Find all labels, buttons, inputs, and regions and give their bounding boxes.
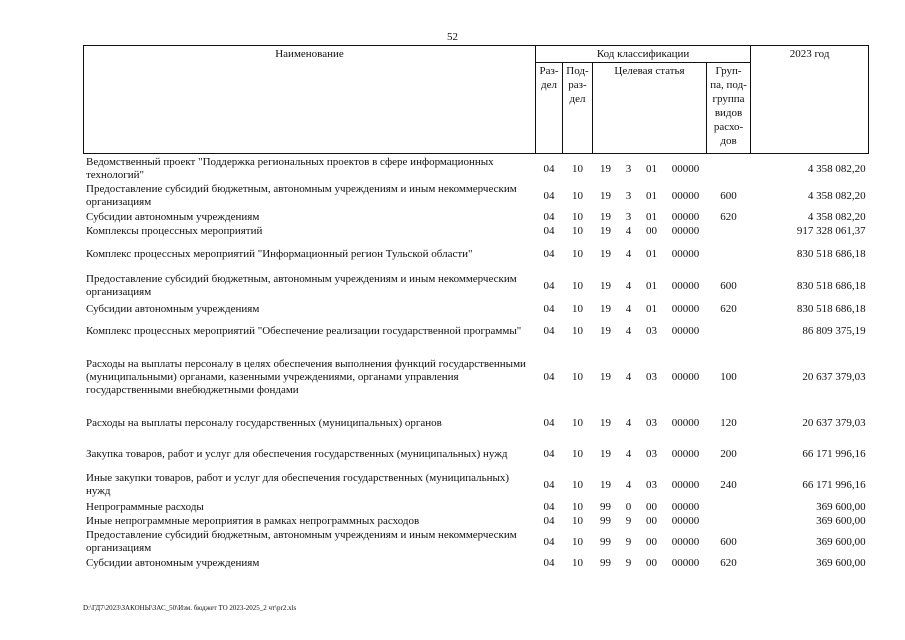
row-name: Комплекс процессных мероприятий "Обеспечение реализации государственной программы" [86,324,522,337]
row-amount: 369 600,00 [816,500,866,513]
file-path-footer: D:\ГД7\2023\ЗАКОНЫ\ЗАС_50\Изм. бюджет ТО 2023-2025_2 чт\pr2.xls [83,604,297,612]
row-target-direction: 00000 [671,247,700,260]
row-razdel: 04 [543,447,555,460]
row-target-subprogram: 4 [625,302,632,315]
row-amount: 830 518 686,18 [796,247,866,260]
table-row [84,316,869,346]
row-expense-group [707,500,751,514]
row-expense-group [707,514,751,528]
header-classification: Код классификации [536,46,751,63]
row-razdel: 04 [543,514,555,527]
row-target-event: 00 [646,535,657,548]
row-target-subprogram: 3 [625,210,632,223]
row-expense-group: 600 [720,189,737,202]
row-name: Закупка товаров, работ и услуг для обеспечения государственных (муниципальных) нужд [86,447,508,460]
table-header [84,46,869,154]
row-name: Комплексы процессных мероприятий [86,224,263,237]
row-target-subprogram: 4 [625,247,632,260]
row-target-program: 19 [600,189,611,202]
table-row [84,154,869,183]
row-expense-group: 620 [720,210,737,223]
row-name: Предоставление субсидий бюджетным, автономным учреждениям и иным некоммерческим организациям [86,273,517,298]
table-row [84,210,869,224]
row-target-direction: 00000 [671,162,700,175]
row-razdel: 04 [543,210,555,223]
row-target-event: 03 [646,370,657,383]
table-row [84,238,869,270]
row-amount: 917 328 061,37 [796,224,866,237]
row-target-subprogram: 4 [625,447,632,460]
row-target-event: 01 [646,189,657,202]
row-podrazdel: 10 [572,162,583,175]
row-target-direction: 00000 [671,210,700,223]
row-target-event: 00 [646,500,657,513]
row-name: Расходы на выплаты персоналу в целях обеспечения выполнения функций государственными (муниципальными) органами, казенными учреждениями, органами управления государственными внебюджетными фондами [86,357,526,396]
row-name: Субсидии автономным учреждениям [86,210,260,223]
row-expense-group: 600 [720,535,737,548]
row-target-subprogram: 4 [625,416,632,429]
row-target-program: 19 [600,447,611,460]
row-target-subprogram: 3 [625,162,632,175]
row-podrazdel: 10 [572,447,583,460]
budget-table [83,45,869,570]
row-target-program: 99 [600,556,611,569]
row-amount: 4 358 082,20 [807,162,866,175]
row-expense-group [707,154,751,183]
row-target-direction: 00000 [671,324,700,337]
row-target-program: 99 [600,535,611,548]
row-target-event: 01 [646,247,657,260]
row-podrazdel: 10 [572,247,583,260]
row-podrazdel: 10 [572,302,583,315]
row-podrazdel: 10 [572,224,583,237]
row-podrazdel: 10 [572,535,583,548]
row-name: Иные закупки товаров, работ и услуг для обеспечения государственных (муниципальных) нужд [86,472,510,497]
table-row [84,302,869,316]
row-target-event: 01 [646,162,657,175]
row-razdel: 04 [543,556,555,569]
row-target-event: 03 [646,324,657,337]
row-target-event: 03 [646,416,657,429]
row-expense-group: 600 [720,279,737,292]
row-target-event: 03 [646,478,657,491]
row-target-subprogram: 4 [625,370,632,383]
row-target-subprogram: 3 [625,189,632,202]
row-amount: 830 518 686,18 [796,279,866,292]
row-target-direction: 00000 [671,370,700,383]
row-target-event: 01 [646,279,657,292]
row-target-direction: 00000 [671,224,700,237]
row-amount: 66 171 996,16 [802,478,866,491]
row-amount: 66 171 996,16 [802,447,866,460]
row-podrazdel: 10 [572,279,583,292]
row-expense-group: 120 [720,416,737,429]
row-target-event: 03 [646,447,657,460]
row-name: Расходы на выплаты персоналу государственных (муниципальных) органов [86,416,442,429]
table-row [84,500,869,514]
row-razdel: 04 [543,324,555,337]
row-podrazdel: 10 [572,324,583,337]
row-amount: 369 600,00 [816,556,866,569]
table-row [84,528,869,556]
row-name: Предоставление субсидий бюджетным, автономным учреждениям и иным некоммерческим организациям [86,183,517,208]
table-row [84,556,869,570]
row-target-program: 99 [600,514,611,527]
row-target-program: 19 [600,210,611,223]
row-podrazdel: 10 [572,556,583,569]
row-podrazdel: 10 [572,210,583,223]
table-body [84,154,869,571]
table-row [84,408,869,438]
table-row [84,438,869,470]
row-amount: 4 358 082,20 [807,210,866,223]
row-razdel: 04 [543,224,555,237]
row-target-direction: 00000 [671,478,700,491]
row-target-direction: 00000 [671,500,700,513]
row-target-direction: 00000 [671,447,700,460]
row-razdel: 04 [543,189,555,202]
row-target-program: 19 [600,162,611,175]
row-name: Непрограммные расходы [86,500,204,513]
row-target-program: 19 [600,324,611,337]
row-name: Ведомственный проект "Поддержка региональных проектов в сфере информационных технологий" [86,156,494,181]
table-row [84,224,869,238]
row-name: Субсидии автономным учреждениям [86,302,260,315]
row-target-direction: 00000 [671,556,700,569]
row-razdel: 04 [543,162,555,175]
header-group: Груп- па, под- группа видов расхо- дов [707,63,751,154]
row-expense-group: 240 [720,478,737,491]
row-podrazdel: 10 [572,189,583,202]
row-target-program: 19 [600,302,611,315]
row-expense-group [707,224,751,238]
row-amount: 20 637 379,03 [802,370,866,383]
row-target-event: 00 [646,224,657,237]
row-podrazdel: 10 [572,416,583,429]
row-target-subprogram: 9 [625,556,632,569]
row-target-subprogram: 4 [625,279,632,292]
row-expense-group [707,238,751,270]
header-year: 2023 год [751,46,869,154]
row-name: Иные непрограммные мероприятия в рамках непрограммных расходов [86,514,420,527]
row-target-direction: 00000 [671,535,700,548]
row-expense-group: 620 [720,302,737,315]
header-target: Целевая статья [593,63,707,154]
row-amount: 20 637 379,03 [802,416,866,429]
row-razdel: 04 [543,535,555,548]
row-target-subprogram: 4 [625,324,632,337]
row-amount: 369 600,00 [816,514,866,527]
row-razdel: 04 [543,478,555,491]
row-target-subprogram: 9 [625,535,632,548]
row-target-subprogram: 4 [625,224,632,237]
row-target-direction: 00000 [671,416,700,429]
row-target-subprogram: 0 [625,500,632,513]
row-target-event: 00 [646,556,657,569]
row-target-program: 19 [600,247,611,260]
row-name: Предоставление субсидий бюджетным, автономным учреждениям и иным некоммерческим организациям [86,529,517,554]
row-podrazdel: 10 [572,514,583,527]
row-target-subprogram: 4 [625,478,632,491]
row-razdel: 04 [543,279,555,292]
page-number: 52 [447,31,458,43]
row-razdel: 04 [543,247,555,260]
row-razdel: 04 [543,302,555,315]
row-amount: 369 600,00 [816,535,866,548]
row-amount: 4 358 082,20 [807,189,866,202]
row-target-program: 19 [600,416,611,429]
row-podrazdel: 10 [572,478,583,491]
row-expense-group: 100 [720,370,737,383]
table-row [84,470,869,500]
row-podrazdel: 10 [572,500,583,513]
row-target-direction: 00000 [671,302,700,315]
row-expense-group: 200 [720,447,737,460]
row-amount: 830 518 686,18 [796,302,866,315]
table-row [84,346,869,408]
row-amount: 86 809 375,19 [802,324,866,337]
row-razdel: 04 [543,370,555,383]
row-target-direction: 00000 [671,514,700,527]
table-row [84,270,869,302]
row-target-program: 19 [600,478,611,491]
row-target-program: 19 [600,279,611,292]
row-name: Комплекс процессных мероприятий "Информационный регион Тульской области" [86,247,473,260]
header-podrazdel: Под- раз- дел [563,63,593,154]
row-target-event: 01 [646,302,657,315]
row-target-event: 01 [646,210,657,223]
row-target-subprogram: 9 [625,514,632,527]
row-razdel: 04 [543,416,555,429]
row-podrazdel: 10 [572,370,583,383]
header-razdel: Раз- дел [536,63,563,154]
row-target-event: 00 [646,514,657,527]
row-target-program: 99 [600,500,611,513]
table-row [84,182,869,210]
row-expense-group [707,316,751,346]
row-target-program: 19 [600,370,611,383]
row-target-direction: 00000 [671,189,700,202]
row-expense-group: 620 [720,556,737,569]
row-name: Субсидии автономным учреждениям [86,556,260,569]
row-target-program: 19 [600,224,611,237]
table-row [84,514,869,528]
row-razdel: 04 [543,500,555,513]
row-target-direction: 00000 [671,279,700,292]
header-name: Наименование [84,46,536,154]
